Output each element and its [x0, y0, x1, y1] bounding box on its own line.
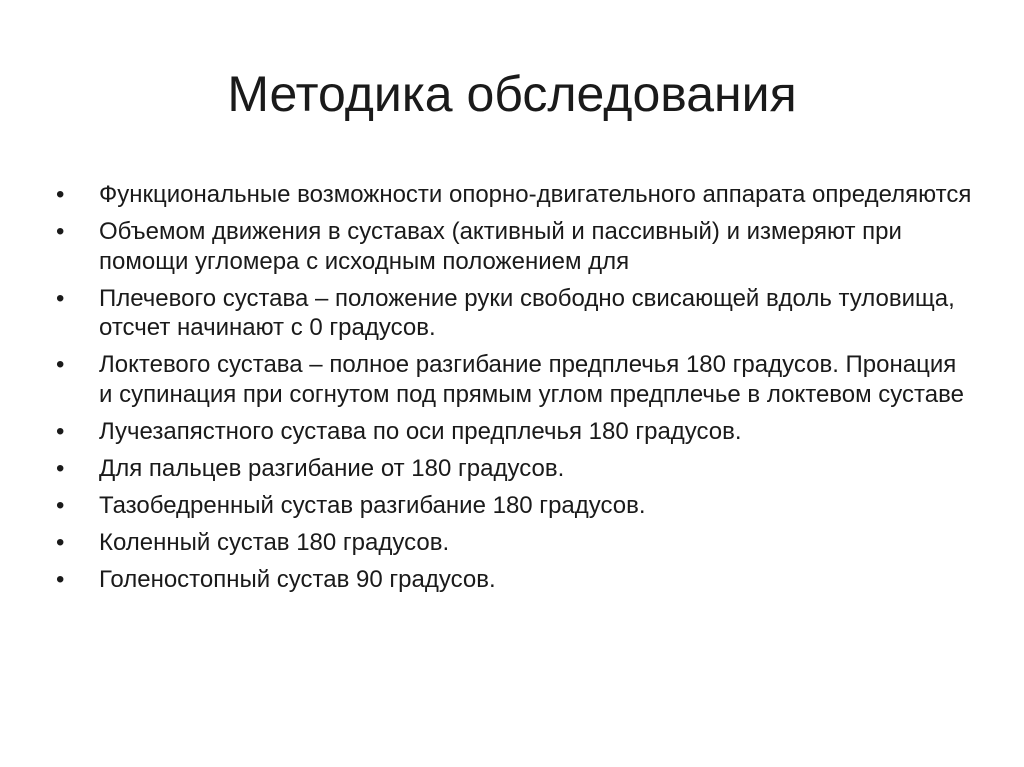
bullet-item-functional: [52, 180, 972, 210]
bullet-icon: •: [56, 417, 65, 445]
bullet-item-fingers: [52, 454, 972, 484]
bullet-icon: •: [56, 218, 65, 245]
bullet-text: Голеностопный сустав 90 градусов.: [99, 565, 496, 593]
bullet-item-hip: [52, 491, 972, 521]
bullet-text: Для пальцев разгибание от 180 градусов.: [99, 454, 565, 482]
bullet-icon: •: [56, 528, 65, 556]
bullet-icon: •: [56, 565, 65, 593]
bullet-item-range-of-motion: [52, 217, 972, 276]
bullet-text: Плечевого сустава – положение руки свободно свисающей вдоль туловища, отсчет начинают с 0 градусов.: [99, 284, 955, 341]
bullet-text: Локтевого сустава – полное разгибание предплечья 180 градусов. Пронация и супинация при согнутом под прямым углом предплечье в локтевом суставе: [99, 351, 964, 408]
bullet-text: Объемом движения в суставах (активный и пассивный) и измеряют при помощи угломера с исходным положением для: [99, 218, 902, 275]
bullet-text: Функциональные возможности опорно-двигательного аппарата определяются: [99, 181, 972, 208]
bullet-item-elbow: [52, 350, 972, 409]
bullet-list: [52, 180, 972, 602]
bullet-item-shoulder: [52, 284, 972, 343]
bullet-text: Лучезапястного сустава по оси предплечья 180 градусов.: [99, 417, 742, 445]
bullet-item-ankle: [52, 565, 972, 595]
bullet-icon: •: [56, 181, 65, 208]
bullet-text: Коленный сустав 180 градусов.: [99, 528, 450, 556]
bullet-item-wrist: [52, 417, 972, 447]
bullet-icon: •: [56, 284, 65, 312]
slide-title: Методика обследования: [227, 66, 797, 122]
bullet-item-knee: [52, 528, 972, 558]
bullet-text: Тазобедренный сустав разгибание 180 градусов.: [99, 491, 646, 519]
bullet-icon: •: [56, 454, 65, 482]
bullet-icon: •: [56, 491, 65, 519]
bullet-icon: •: [56, 351, 65, 378]
